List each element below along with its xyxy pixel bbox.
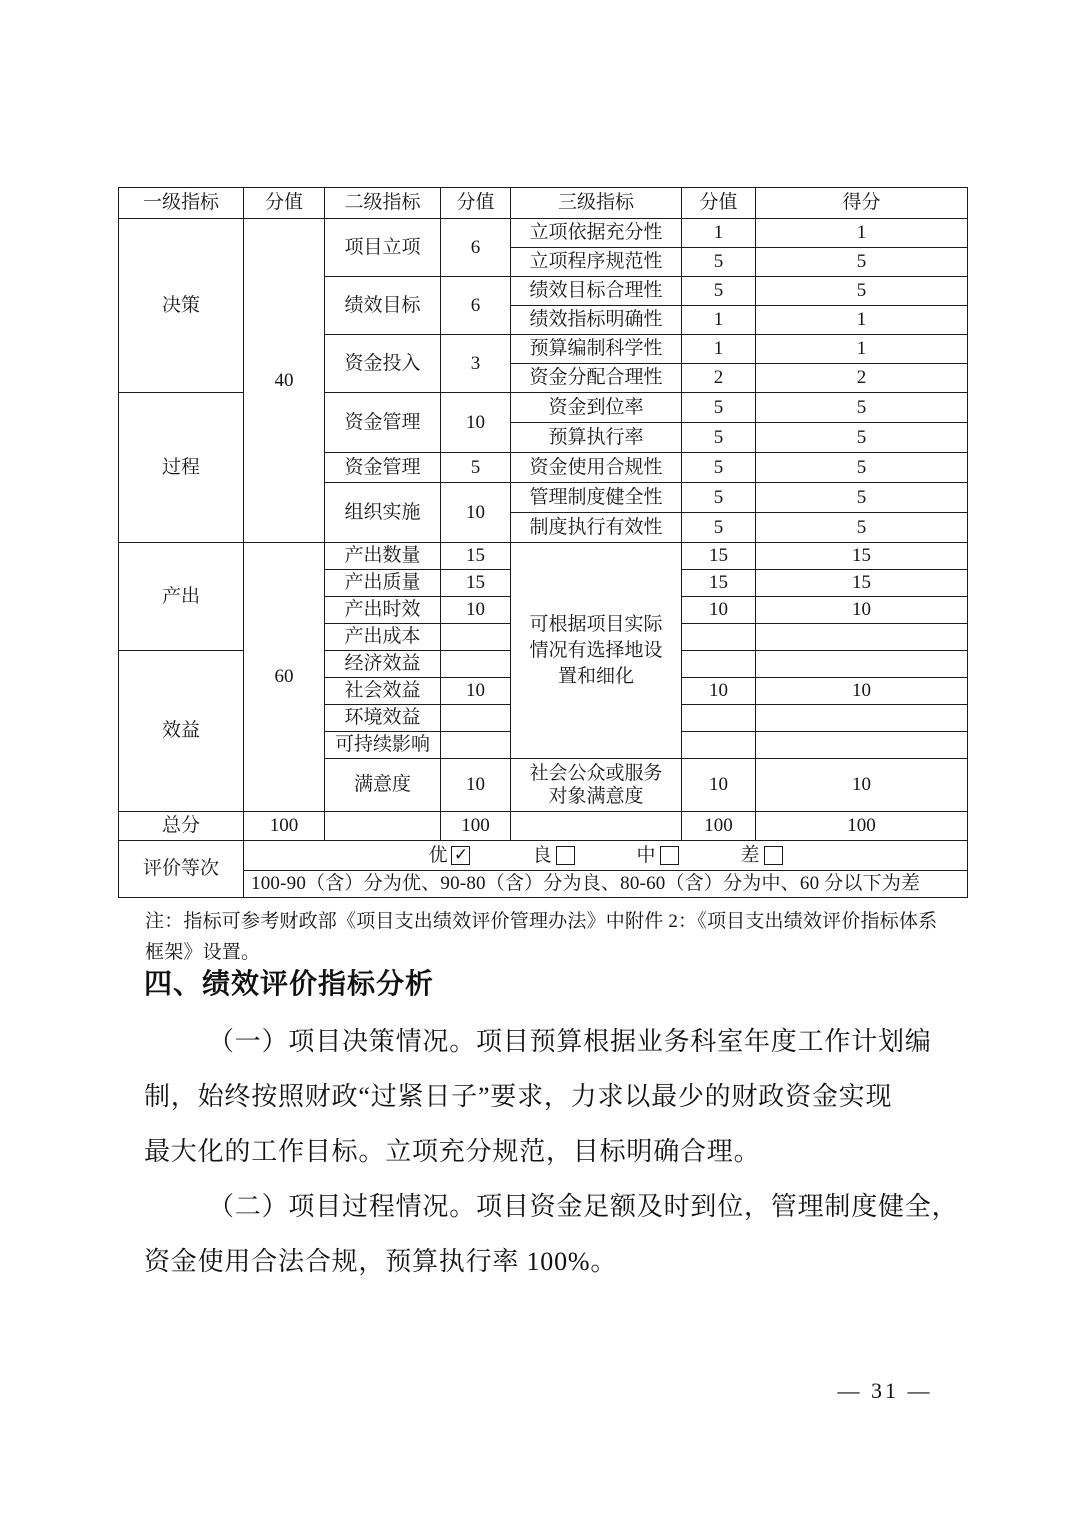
- indicator-score-table-wrap: [118, 187, 968, 898]
- level3-score-cell: 10: [682, 678, 756, 705]
- obtained-score-cell: 5: [756, 453, 968, 483]
- rating-option-excellent: [428, 844, 470, 868]
- total-score-cell: 100: [441, 812, 511, 841]
- paragraph-line: （一）项目决策情况。项目预算根据业务科室年度工作计划编: [208, 1027, 932, 1056]
- obtained-score-cell: 2: [756, 364, 968, 393]
- body-paragraph-1: [144, 1014, 944, 1179]
- level3-indicator-cell: 预算编制科学性: [511, 335, 682, 364]
- table-row: [119, 219, 968, 248]
- level3-score-cell: 15: [682, 543, 756, 570]
- checkbox-icon: [556, 846, 575, 865]
- level2-score-cell: 10: [441, 597, 511, 624]
- level1-indicator-cell: 效益: [119, 651, 244, 812]
- paragraph-line: （二）项目过程情况。项目资金足额及时到位，管理制度健全，: [208, 1192, 959, 1221]
- level2-indicator-cell: 产出质量: [325, 570, 441, 597]
- checkbox-checked-icon: ✓: [451, 846, 470, 865]
- level3-indicator-cell: 绩效目标合理性: [511, 277, 682, 306]
- level2-indicator-cell: 可持续影响: [325, 732, 441, 759]
- page-number: — 31 —: [837, 1378, 933, 1403]
- level3-indicator-cell: 立项程序规范性: [511, 248, 682, 277]
- level2-score-cell: 3: [441, 335, 511, 393]
- level2-indicator-cell: 资金管理: [325, 393, 441, 453]
- level2-indicator-cell: 产出数量: [325, 543, 441, 570]
- level2-score-cell: 5: [441, 453, 511, 483]
- obtained-score-cell: 5: [756, 513, 968, 543]
- level3-score-cell: 5: [682, 453, 756, 483]
- obtained-score-cell: [756, 705, 968, 732]
- total-score-cell: 100: [244, 812, 325, 841]
- level3-score-cell: [682, 624, 756, 651]
- obtained-score-cell: 15: [756, 543, 968, 570]
- obtained-score-cell: [756, 624, 968, 651]
- level2-score-cell: [441, 705, 511, 732]
- body-paragraph-2: [144, 1179, 959, 1289]
- rating-option-poor: [741, 844, 783, 868]
- obtained-score-cell: [756, 651, 968, 678]
- level3-score-cell: 5: [682, 423, 756, 453]
- total-score-cell: 100: [756, 812, 968, 841]
- level2-indicator-cell: 社会效益: [325, 678, 441, 705]
- level3-score-cell: 5: [682, 277, 756, 306]
- level3-score-cell: [682, 732, 756, 759]
- level2-score-cell: [441, 651, 511, 678]
- level3-score-cell: 1: [682, 219, 756, 248]
- table-header-row: [119, 188, 968, 219]
- level3-score-cell: 15: [682, 570, 756, 597]
- level3-score-cell: 1: [682, 335, 756, 364]
- level2-score-cell: 10: [441, 393, 511, 453]
- header-level1-score: 分值: [244, 188, 325, 219]
- rating-option-good: [532, 844, 574, 868]
- level3-score-cell: 5: [682, 248, 756, 277]
- level3-score-cell: 5: [682, 393, 756, 423]
- total-score-cell: 100: [682, 812, 756, 841]
- level3-indicator-cell: 资金使用合规性: [511, 453, 682, 483]
- rating-option-label: 中: [636, 844, 656, 866]
- level3-indicator-cell: 立项依据充分性: [511, 219, 682, 248]
- checkbox-icon: [764, 846, 783, 865]
- level2-score-cell: 15: [441, 543, 511, 570]
- rating-options-cell: [244, 841, 968, 871]
- level2-score-cell: 10: [441, 483, 511, 543]
- body-text: [144, 1014, 959, 1289]
- obtained-score-cell: 15: [756, 570, 968, 597]
- obtained-score-cell: 10: [756, 597, 968, 624]
- level1-indicator-cell: 过程: [119, 393, 244, 543]
- level3-score-cell: 2: [682, 364, 756, 393]
- level2-indicator-cell: 环境效益: [325, 705, 441, 732]
- total-blank-cell: [325, 812, 441, 841]
- level2-score-cell: 6: [441, 277, 511, 335]
- obtained-score-cell: 10: [756, 678, 968, 705]
- table-row: [119, 543, 968, 570]
- indicator-score-table: [118, 187, 968, 898]
- level1-score-cell: 60: [244, 543, 325, 812]
- level2-score-cell: 15: [441, 570, 511, 597]
- rating-option-label: 差: [740, 844, 760, 866]
- level3-indicator-cell: 绩效指标明确性: [511, 306, 682, 335]
- obtained-score-cell: [756, 732, 968, 759]
- checkbox-icon: [660, 846, 679, 865]
- section-heading: 四、绩效评价指标分析: [144, 968, 435, 999]
- level2-score-cell: [441, 624, 511, 651]
- header-level3-indicator: 三级指标: [511, 188, 682, 219]
- level3-score-cell: 10: [682, 759, 756, 812]
- level3-score-cell: 5: [682, 513, 756, 543]
- obtained-score-cell: 1: [756, 335, 968, 364]
- level1-indicator-cell: 产出: [119, 543, 244, 651]
- level3-indicator-cell: 资金到位率: [511, 393, 682, 423]
- level2-indicator-cell: 项目立项: [325, 219, 441, 277]
- rating-legend-row: [119, 871, 968, 898]
- total-blank-cell: [511, 812, 682, 841]
- level3-score-cell: 5: [682, 483, 756, 513]
- level3-indicator-cell: 预算执行率: [511, 423, 682, 453]
- paragraph-line: 最大化的工作目标。立项充分规范，目标明确合理。: [144, 1137, 761, 1166]
- rating-grade-row: [119, 841, 968, 871]
- paragraph-line: 制，始终按照财政“过紧日子”要求，力求以最少的财政资金实现: [144, 1082, 893, 1111]
- level2-indicator-cell: 组织实施: [325, 483, 441, 543]
- obtained-score-cell: 10: [756, 759, 968, 812]
- header-level3-score: 分值: [682, 188, 756, 219]
- rating-option-label: 优: [428, 844, 448, 866]
- level3-score-cell: 1: [682, 306, 756, 335]
- obtained-score-cell: 1: [756, 219, 968, 248]
- level1-score-cell: 40: [244, 219, 325, 543]
- obtained-score-cell: 5: [756, 483, 968, 513]
- rating-options: [244, 844, 967, 868]
- table-note-line: 框架》设置。: [145, 942, 261, 963]
- header-level1-indicator: 一级指标: [119, 188, 244, 219]
- level3-score-cell: [682, 651, 756, 678]
- total-row: [119, 812, 968, 841]
- rating-legend-cell: 100-90（含）分为优、90-80（含）分为良、80-60（含）分为中、60 分以下为差: [244, 871, 968, 898]
- level2-indicator-cell: 产出时效: [325, 597, 441, 624]
- level3-indicator-cell: 管理制度健全性: [511, 483, 682, 513]
- level3-score-cell: 10: [682, 597, 756, 624]
- header-level2-indicator: 二级指标: [325, 188, 441, 219]
- level2-indicator-cell: 绩效目标: [325, 277, 441, 335]
- level2-score-cell: [441, 732, 511, 759]
- level2-indicator-cell: 满意度: [325, 759, 441, 812]
- obtained-score-cell: 1: [756, 306, 968, 335]
- header-obtained-score: 得分: [756, 188, 968, 219]
- level2-score-cell: 6: [441, 219, 511, 277]
- rating-option-label: 良: [532, 844, 552, 866]
- level2-score-cell: 10: [441, 678, 511, 705]
- obtained-score-cell: 5: [756, 277, 968, 306]
- obtained-score-cell: 5: [756, 393, 968, 423]
- level2-indicator-cell: 资金投入: [325, 335, 441, 393]
- level2-indicator-cell: 资金管理: [325, 453, 441, 483]
- level2-score-cell: 10: [441, 759, 511, 812]
- level3-indicator-cell: 社会公众或服务对象满意度: [511, 759, 682, 812]
- paragraph-line: 资金使用合法合规，预算执行率 100%。: [144, 1247, 618, 1276]
- level2-indicator-cell: 产出成本: [325, 624, 441, 651]
- obtained-score-cell: 5: [756, 248, 968, 277]
- table-note: [145, 906, 960, 968]
- level1-indicator-cell: 决策: [119, 219, 244, 393]
- rating-grade-label-cell: 评价等次: [119, 841, 244, 898]
- header-level2-score: 分值: [441, 188, 511, 219]
- rating-option-medium: [637, 844, 679, 868]
- level3-indicator-cell: 制度执行有效性: [511, 513, 682, 543]
- obtained-score-cell: 5: [756, 423, 968, 453]
- level3-score-cell: [682, 705, 756, 732]
- total-label-cell: 总分: [119, 812, 244, 841]
- table-note-line: 注：指标可参考财政部《项目支出绩效评价管理办法》中附件 2：《项目支出绩效评价指标体系: [145, 911, 938, 932]
- level3-merged-note-cell: 可根据项目实际情况有选择地设置和细化: [511, 543, 682, 759]
- level2-indicator-cell: 经济效益: [325, 651, 441, 678]
- level3-indicator-cell: 资金分配合理性: [511, 364, 682, 393]
